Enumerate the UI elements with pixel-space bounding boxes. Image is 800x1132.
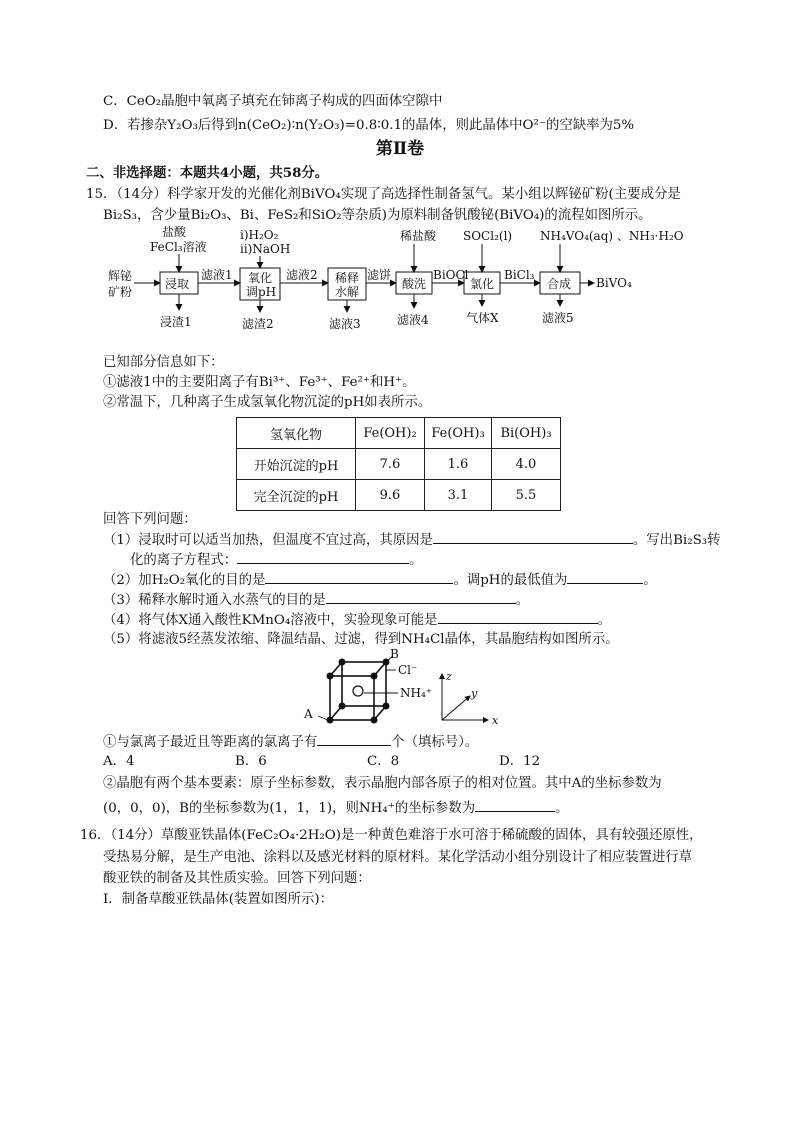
box-oxidize-label-1: 氧化 [248, 271, 273, 285]
label-b: B [390, 648, 399, 661]
nh4cl-unit-cell-diagram [290, 648, 510, 730]
label-nh4: NH₄⁺ [400, 686, 433, 700]
part-2-text-b: 。调pH的最低值为 [453, 573, 568, 588]
product-label: BiVO₄ [596, 276, 632, 290]
info-1: ①滤液1中的主要阳离子有Bi³⁺、Fe³⁺、Fe²⁺和H⁺。 [103, 375, 416, 390]
part-1-text-b: 。写出Bi₂S₃转 [632, 533, 721, 548]
chloride-ion [327, 673, 334, 680]
axis-z-label: z [446, 670, 452, 683]
chloride-ion [371, 717, 378, 724]
sub-1-line [103, 733, 478, 752]
choice-c: C．8 [367, 754, 400, 769]
ammonium-ion [353, 686, 363, 696]
part-2-text-c: 。 [643, 573, 657, 588]
choice-d: D．12 [499, 754, 541, 769]
answer-blank[interactable] [265, 571, 453, 584]
option-d: D．若掺杂Y₂O₃后得到n(CeO₂)∶n(Y₂O₃)=0.8∶0.1的晶体，则此晶体中O²⁻的空缺率为5% [103, 118, 635, 133]
sub-2-text-b: (0，0，0)，B的坐标参数为(1，1，1)，则NH₄⁺的坐标参数为 [103, 801, 476, 816]
reagent-1a: 盐酸 [162, 226, 187, 239]
part-1-text-d: 。 [409, 553, 423, 568]
label-a: A [304, 707, 313, 721]
arrow-label-1: 滤液1 [201, 268, 233, 282]
answer-blank[interactable] [438, 611, 598, 624]
choice-a: A．4 [103, 754, 135, 769]
process-flow-diagram [100, 226, 700, 346]
q16-line4: Ⅰ．制备草酸亚铁晶体(装置如图所示)： [103, 892, 333, 907]
part-1-line2 [130, 551, 423, 570]
raw-material-1: 辉铋 [108, 269, 133, 283]
part-4-text-a: （4）将气体X通入酸性KMnO₄溶液中，实验现象可能是 [103, 613, 438, 628]
chloride-ion [339, 703, 346, 710]
chloride-ion [371, 673, 378, 680]
info-2: ②常温下，几种离子生成氢氧化物沉淀的pH如表所示。 [103, 395, 432, 410]
table-header-cell: Bi(OH)₃ [492, 418, 561, 449]
output-5: 气体X [466, 311, 499, 325]
table-header-cell: Fe(OH)₂ [356, 418, 425, 449]
reagent-2b: ⅱ)NaOH [240, 242, 291, 256]
answer-blank[interactable] [433, 531, 633, 544]
answer-heading: 回答下列问题： [103, 512, 197, 527]
arrow-label-3: 滤饼 [367, 268, 392, 282]
hydroxide-ph-table [236, 417, 561, 511]
part-1-text-c: 化的离子方程式： [130, 553, 238, 568]
label-cl: Cl⁻ [398, 663, 418, 677]
reagent-2a: ⅰ)H₂O₂ [240, 228, 279, 242]
answer-blank[interactable] [317, 733, 391, 746]
q16-line1: 16．（14分）草酸亚铁晶体(FeC₂O₄·2H₂O)是一种黄色难溶于水可溶于稀硫酸的固体，具有较强还原性， [80, 828, 703, 843]
part-4-line [103, 611, 611, 630]
box-chlorinate-label: 氯化 [470, 277, 495, 291]
chloride-ion [383, 703, 390, 710]
raw-material-2: 矿粉 [108, 285, 133, 299]
q15-line1: 15．（14分）科学家开发的光催化剂BiVO₄实现了高选择性制备氢气。某小组以辉铋矿粉(主要成分是 [86, 187, 681, 202]
table-cell: 7.6 [356, 449, 425, 480]
arrow-label-2: 滤液2 [286, 268, 318, 282]
choice-b: B．6 [235, 754, 267, 769]
arrow-label-5: BiCl₃ [504, 268, 535, 282]
box-leach-label: 浸取 [165, 277, 190, 291]
table-cell: 4.0 [492, 449, 561, 480]
reagent-5: SOCl₂(l) [463, 229, 513, 243]
output-6: 滤液5 [542, 311, 574, 325]
q16-line2: 受热易分解，是生产电池、涂料以及感光材料的原材料。某化学活动小组分别设计了相应装置进行草 [103, 850, 693, 865]
reagent-1b: FeCl₃溶液 [150, 240, 207, 254]
output-4: 滤液4 [397, 313, 429, 327]
table-row [237, 480, 561, 511]
part-3-text-b: 。 [515, 593, 530, 608]
table-header-cell: 氢氧化物 [237, 418, 356, 449]
answer-blank[interactable] [326, 591, 516, 604]
answer-blank[interactable] [237, 551, 409, 564]
table-header-row [237, 418, 561, 449]
answer-blank[interactable] [475, 799, 555, 812]
known-heading: 已知部分信息如下： [103, 355, 224, 370]
box-hydrolysis-label-2: 水解 [335, 285, 360, 299]
volume-title: 第Ⅱ卷 [375, 139, 425, 159]
output-1: 浸渣1 [160, 315, 192, 329]
axis-y-label: y [471, 687, 478, 700]
part-2-line [103, 571, 657, 590]
axis-x-label: x [492, 714, 499, 727]
box-acid-wash-label: 酸洗 [402, 277, 427, 291]
reagent-6: NH₄VO₄(aq) 、NH₃·H₂O [540, 229, 684, 243]
part-1-text-a: （1）浸取时可以适当加热，但温度不宜过高，其原因是 [103, 533, 433, 548]
output-3: 滤液3 [329, 317, 361, 331]
answer-blank[interactable] [567, 571, 643, 584]
part-2-text-a: （2）加H₂O₂氧化的目的是 [103, 573, 266, 588]
table-cell: 1.6 [425, 449, 492, 480]
option-c: C．CeO₂晶胞中氧离子填充在铈离子构成的四面体空隙中 [103, 94, 443, 109]
table-cell: 5.5 [492, 480, 561, 511]
sub-1-text-a: ①与氯离子最近且等距离的氯离子有 [103, 735, 318, 750]
q15-line2: Bi₂S₃，含少量Bi₂O₃、Bi、FeS₂和SiO₂等杂质)为原料制备钒酸铋(BiVO₄)的流程如图所示。 [103, 208, 652, 223]
sub-2-text-c: 。 [555, 801, 569, 816]
arrow-label-4: BiOCl [433, 268, 469, 282]
sub-1-text-b: 个（填标号）。 [391, 735, 479, 750]
box-hydrolysis-label-1: 稀释 [335, 271, 360, 285]
table-row [237, 449, 561, 480]
sub-2-line2 [103, 799, 569, 818]
table-cell: 9.6 [356, 480, 425, 511]
output-2: 滤渣2 [242, 317, 274, 331]
table-header-cell: Fe(OH)₃ [425, 418, 492, 449]
part-5-line: （5）将滤液5经蒸发浓缩、降温结晶、过滤，得到NH₄Cl晶体，其晶胞结构如图所示。 [103, 632, 619, 647]
sub-2-line1: ②晶胞有两个基本要素：原子坐标参数，表示晶胞内部各原子的相对位置。其中A的坐标参数为 [103, 776, 662, 791]
part-3-text-a: （3）稀释水解时通入水蒸气的目的是 [103, 593, 326, 608]
part-4-text-b: 。 [597, 613, 611, 628]
box-synthesis-label: 合成 [547, 277, 572, 291]
section-heading: 二、非选择题：本题共4小题，共58分。 [86, 165, 329, 181]
table-cell: 3.1 [425, 480, 492, 511]
table-cell: 开始沉淀的pH [237, 449, 356, 480]
chloride-ion [339, 659, 346, 666]
box-oxidize-label-2: 调pH [246, 285, 277, 299]
part-1-line1 [103, 531, 721, 550]
part-3-line [103, 591, 529, 610]
q16-line3: 酸亚铁的制备及其性质实验。回答下列问题： [103, 871, 371, 886]
table-cell: 完全沉淀的pH [237, 480, 356, 511]
reagent-4: 稀盐酸 [400, 229, 437, 243]
